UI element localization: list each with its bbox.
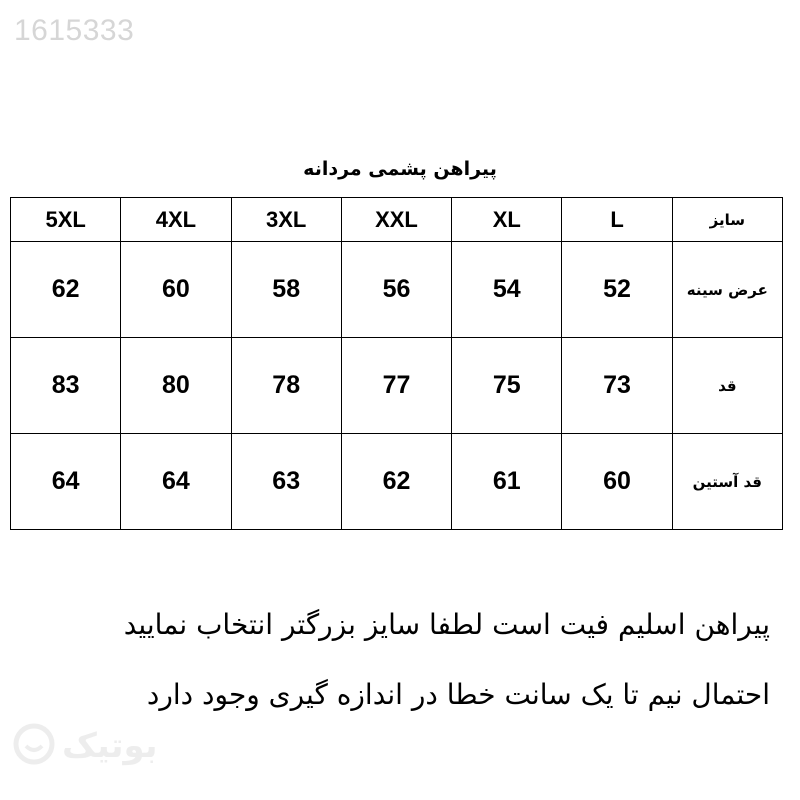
- size-header-cell: [121, 198, 231, 242]
- size-table: [10, 197, 783, 530]
- table-header-row: [11, 198, 783, 242]
- size-header-cell: [452, 198, 562, 242]
- table-row-sleeve-length: [11, 434, 783, 530]
- cell-value: 62: [51, 275, 80, 303]
- row-label-chest-width: عرض سینه: [686, 281, 768, 299]
- cell-value: 63: [272, 467, 301, 495]
- table-cell: [341, 338, 451, 434]
- table-cell: [341, 434, 451, 530]
- table-cell: [231, 338, 341, 434]
- size-xxl: XXL: [375, 206, 418, 232]
- size-header-label: سایز: [709, 211, 746, 229]
- watermark: [12, 722, 158, 770]
- size-3xl: 3XL: [266, 206, 307, 232]
- cell-value: 60: [603, 467, 631, 495]
- size-header-cell: [11, 198, 121, 242]
- cell-value: 52: [603, 275, 631, 303]
- table-row-chest-width: [11, 242, 783, 338]
- size-header-cell: [341, 198, 451, 242]
- table-cell: [231, 242, 341, 338]
- table-cell: [121, 434, 231, 530]
- cell-value: 64: [162, 467, 190, 495]
- cell-value: 78: [272, 371, 301, 399]
- cell-value: 83: [51, 371, 80, 399]
- row-label-sleeve-length: قد آستین: [692, 473, 763, 491]
- cell-value: 75: [492, 371, 521, 399]
- table-cell: [121, 338, 231, 434]
- size-header-cell: [231, 198, 341, 242]
- table-cell: [121, 242, 231, 338]
- cell-value: 62: [382, 467, 411, 495]
- table-cell: [341, 242, 451, 338]
- table-cell: [452, 242, 562, 338]
- watermark-text: بوتیک: [62, 726, 158, 766]
- cell-value: 61: [492, 467, 521, 495]
- measurement-error-note: احتمال نیم تا یک سانت خطا در اندازه گیری وجود دارد: [146, 678, 770, 711]
- size-header-cell: [562, 198, 672, 242]
- basalam-logo-icon: [12, 722, 56, 770]
- fit-note: پیراهن اسلیم فیت است لطفا سایز بزرگتر انتخاب نمایید: [123, 608, 770, 641]
- row-label-cell: [672, 338, 782, 434]
- row-label-cell: [672, 434, 782, 530]
- cell-value: 73: [603, 371, 631, 399]
- size-l: L: [610, 206, 624, 232]
- product-id-overlay: 1615333: [14, 14, 135, 47]
- cell-value: 60: [162, 275, 190, 303]
- table-title: پیراهن پشمی مردانه: [303, 158, 497, 180]
- row-label-header-cell: [672, 198, 782, 242]
- table-cell: [562, 434, 672, 530]
- table-cell: [11, 338, 121, 434]
- row-label-length: قد: [718, 377, 737, 395]
- table-cell: [11, 242, 121, 338]
- cell-value: 56: [382, 275, 411, 303]
- row-label-cell: [672, 242, 782, 338]
- cell-value: 54: [492, 275, 521, 303]
- table-cell: [562, 338, 672, 434]
- table-cell: [231, 434, 341, 530]
- table-row-length: [11, 338, 783, 434]
- cell-value: 77: [382, 371, 411, 399]
- table-cell: [452, 338, 562, 434]
- table-cell: [452, 434, 562, 530]
- size-5xl: 5XL: [45, 206, 86, 232]
- table-cell: [11, 434, 121, 530]
- size-4xl: 4XL: [155, 206, 197, 232]
- cell-value: 80: [162, 371, 190, 399]
- cell-value: 64: [51, 467, 80, 495]
- table-cell: [562, 242, 672, 338]
- cell-value: 58: [272, 275, 301, 303]
- size-xl: XL: [492, 206, 521, 232]
